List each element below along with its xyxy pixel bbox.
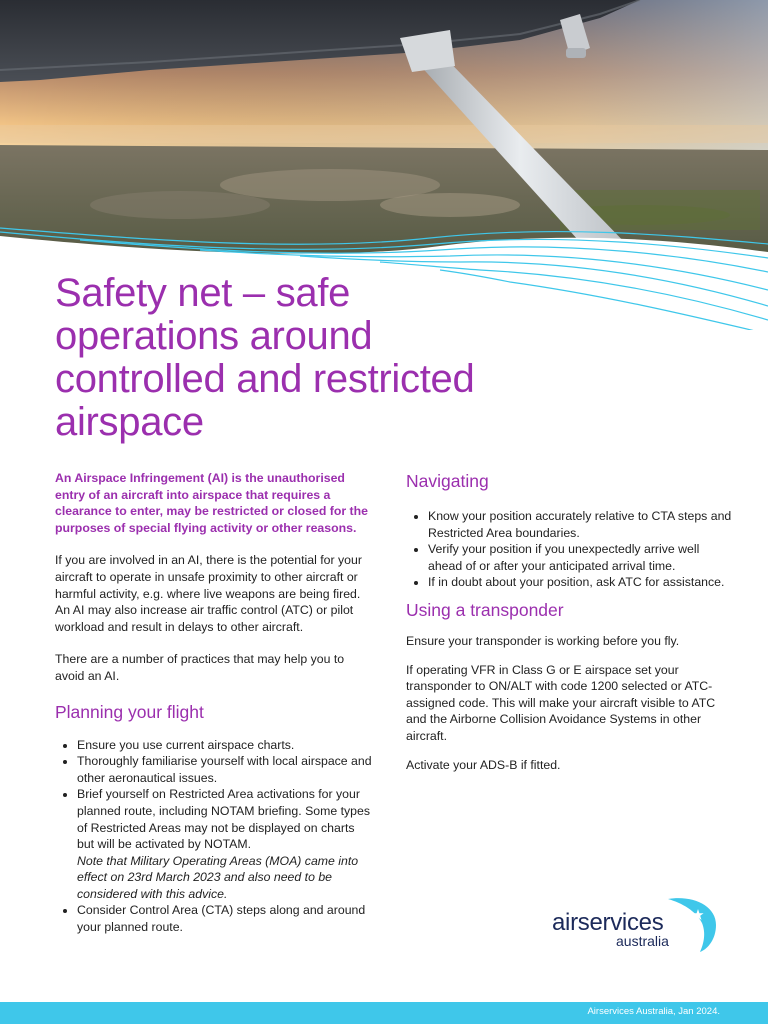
- list-item: • Consider Control Area (CTA) steps along and around your planned route.: [77, 902, 375, 935]
- section-heading-planning: Planning your flight: [55, 701, 204, 722]
- footer-text: Airservices Australia, Jan 2024.: [587, 1006, 720, 1017]
- right-column: [406, 470, 732, 785]
- body-paragraph: There are a number of practices that may help you to avoid an AI.: [55, 652, 345, 683]
- logo-swoosh-icon: [662, 895, 718, 953]
- list-item-text: Brief yourself on Restricted Area activations for your planned route, including NOTAM briefing. Some types of Restricted Areas may not be displayed on charts but will be activated by NOTAM.: [77, 787, 370, 852]
- airservices-logo: [552, 895, 722, 955]
- planning-list: [55, 737, 375, 936]
- left-column: [55, 470, 375, 946]
- list-item: • Know your position accurately relative to CTA steps and Restricted Area boundaries.: [428, 508, 732, 541]
- moa-note: Note that Military Operating Areas (MOA) came into effect on 23rd March 2023 and also need to be considered with this advice.: [77, 853, 359, 901]
- body-paragraph: Ensure your transponder is working before you fly.: [406, 633, 680, 648]
- section-heading-transponder: Using a transponder: [406, 599, 564, 620]
- logo-subtitle: australia: [616, 933, 669, 949]
- body-paragraph: If operating VFR in Class G or E airspace set your transponder to ON/ALT with code 1200 selected or ATC-assigned code. This will make your aircraft visible to ATC and the Airborne Collision Avoidance Systems in other aircraft.: [406, 662, 716, 743]
- list-item: [77, 786, 375, 902]
- footer-bar: [0, 1002, 768, 1024]
- document-title: Safety net – safe operations around controlled and restricted airspace: [55, 271, 475, 444]
- list-item: • Thoroughly familiarise yourself with local airspace and other aeronautical issues.: [77, 753, 375, 786]
- body-paragraph: If you are involved in an AI, there is the potential for your aircraft to operate in unsafe proximity to other aircraft or harmful activity, e.g. where live weapons are being fired. An AI may also increase air traffic control (ATC) or pilot workload and result in delays to other aircraft.: [55, 553, 362, 634]
- intro-paragraph: An Airspace Infringement (AI) is the unauthorised entry of an aircraft into airspace that requires a clearance to enter, may be restricted or closed for the purposes of special flying activity or other reasons.: [55, 471, 369, 535]
- body-paragraph: Activate your ADS-B if fitted.: [406, 757, 561, 772]
- list-item: • Ensure you use current airspace charts.: [77, 737, 375, 754]
- list-item: • Verify your position if you unexpectedly arrive well ahead of or after your anticipated arrival time.: [428, 541, 732, 574]
- list-item: • If in doubt about your position, ask ATC for assistance.: [428, 574, 732, 591]
- navigating-list: [406, 508, 732, 591]
- logo-wordmark: airservices: [552, 909, 664, 936]
- section-heading-navigating: Navigating: [406, 471, 489, 491]
